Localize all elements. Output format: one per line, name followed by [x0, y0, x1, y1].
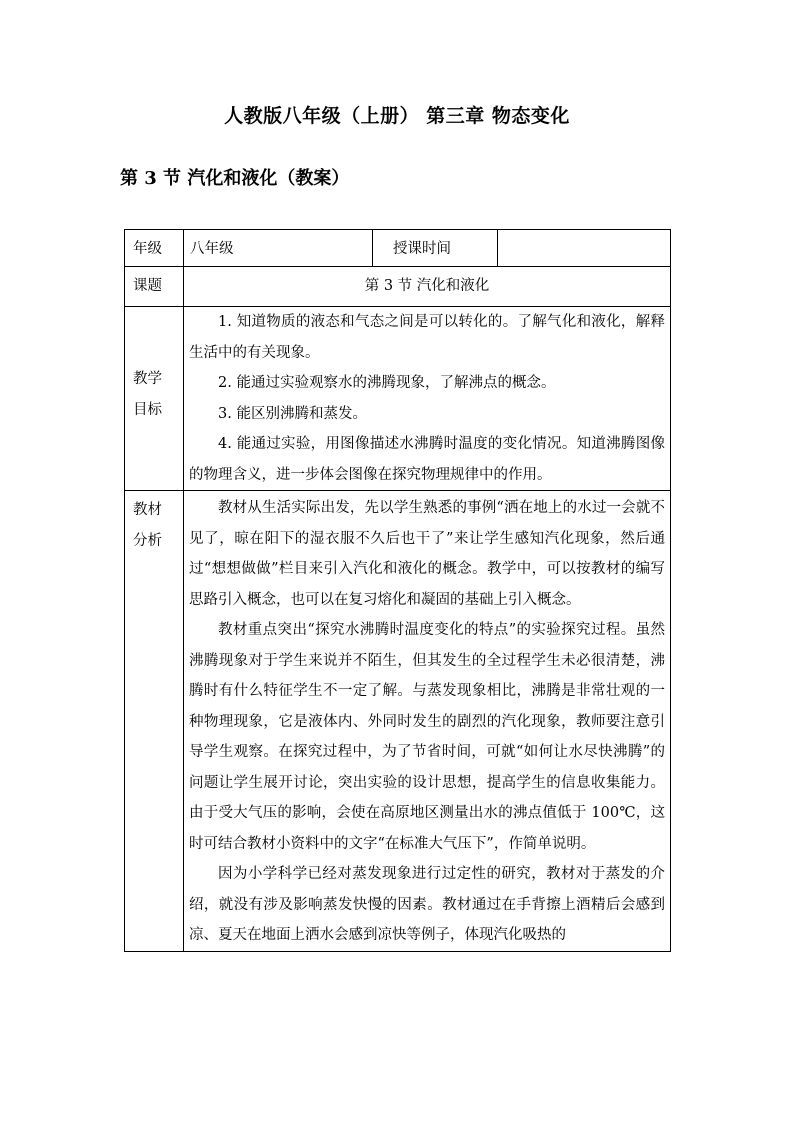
analysis-label-line-2: 分析: [133, 532, 162, 549]
analysis-paragraph: 教材重点突出“探究水沸腾时温度变化的特点”的实验探究过程。虽然沸腾现象对于学生来说并不陌生，但其发生的全过程学生未必很清楚，沸腾时有什么特征学生不一定了解。与蒸发现象相比，沸腾是非常壮观的一种物理现象，它是液体内、外同时发生的剧烈的汽化现象，教师要注意引导学生观察。在探究过程中，为了节省时间，可就“如何让水尽快沸腾”的问题让学生展开讨论，突出实验的设计思想，提高学生的信息收集能力。由于受大气压的影响，会使在高原地区测量出水的沸点值低于 100℃，这时可结合教材小资料中的文字“在标准大气压下”，作简单说明。: [189, 622, 665, 852]
time-label-cell: [373, 230, 498, 267]
goals-row: [125, 307, 671, 491]
goals-label: [125, 307, 183, 425]
goals-label-cell: [125, 307, 184, 491]
topic-label-cell: [125, 267, 184, 307]
analysis-content-cell: [184, 491, 671, 952]
time-value-cell: [498, 230, 671, 267]
topic-value-cell: [184, 267, 671, 307]
analysis-row: [125, 491, 671, 952]
analysis-label-cell: [125, 491, 184, 952]
grade-label-cell: [125, 230, 184, 267]
topic-label: 课题: [133, 278, 162, 294]
document-title: 人教版八年级（上册） 第三章 物态变化: [224, 105, 570, 127]
section-title: 第 3 节 汽化和液化（教案）: [120, 168, 350, 189]
goal-item: 1. 知道物质的液态和气态之间是可以转化的。了解气化和液化，解释生活中的有关现象。: [189, 314, 665, 361]
topic-row: [125, 267, 671, 307]
goal-item: 3. 能区别沸腾和蒸发。: [218, 405, 367, 422]
topic-value: 第 3 节 汽化和液化: [364, 278, 490, 294]
lesson-plan-table: [124, 229, 671, 952]
time-label: 授课时间: [393, 241, 451, 257]
analysis-paragraph: 因为小学科学已经对蒸发现象进行过定性的研究，教材对于蒸发的介绍，就没有涉及影响蒸发快慢的因素。教材通过在手背擦上酒精后会感到凉、夏天在地面上洒水会感到凉快等例子，体现汽化吸热的: [189, 866, 665, 943]
goals-content-cell: [184, 307, 671, 491]
goals-label-line-1: 教学: [133, 371, 162, 387]
grade-label: 年级: [133, 241, 162, 257]
analysis-label: [125, 491, 183, 556]
grade-row: [125, 230, 671, 267]
goal-item: 4. 能通过实验，用图像描述水沸腾时温度的变化情况。知道沸腾图像的物理含义，进一步体会图像在探究物理规律中的作用。: [189, 436, 665, 483]
analysis-paragraph: 教材从生活实际出发，先以学生熟悉的事例“洒在地上的水过一会就不见了，晾在阳下的湿衣服不久后也干了”来让学生感知汽化现象，然后通过“想想做做”栏目来引入汽化和液化的概念。教学中，可以按教材的编写思路引入概念，也可以在复习熔化和凝固的基础上引入概念。: [189, 500, 665, 608]
analysis-label-line-1: 教材: [133, 502, 162, 518]
time-value: [498, 230, 670, 234]
goals-label-line-2: 目标: [133, 401, 162, 418]
grade-value: 八年级: [190, 241, 234, 257]
goal-item: 2. 能通过实验观察水的沸腾现象，了解沸点的概念。: [218, 375, 556, 391]
grade-value-cell: [184, 230, 373, 267]
